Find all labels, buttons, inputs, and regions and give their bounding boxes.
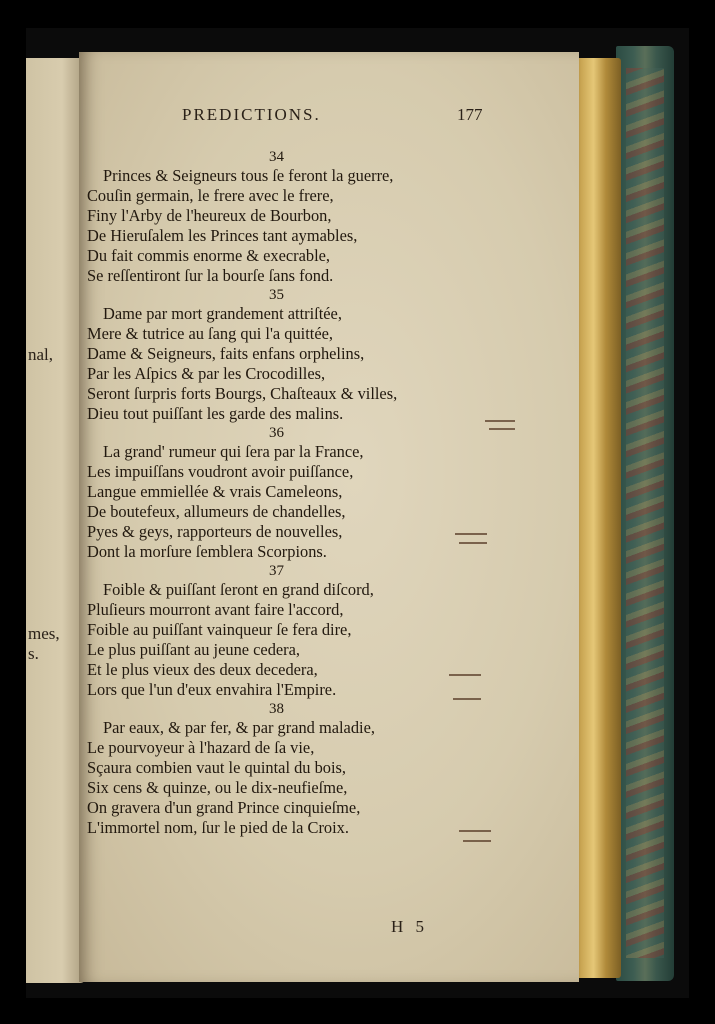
verse-line: Les impuiſſans voudront avoir puiſſance, <box>87 462 354 481</box>
stanza-35 <box>87 286 557 424</box>
verse-line: Le plus puiſſant au jeune cedera, <box>87 640 300 659</box>
verse-line: Finy l'Arby de l'heureux de Bourbon, <box>87 206 332 225</box>
marbled-endpaper <box>626 68 664 958</box>
verse-line: Pyes & geys, rapporteurs de nouvelles, <box>87 522 343 541</box>
verse-line: Six cens & quinze, ou le dix-neufieſme, <box>87 778 348 797</box>
left-page-fragment: mes, <box>28 624 60 643</box>
verse-line: De Hieruſalem les Princes tant aymables, <box>87 226 358 245</box>
stanza-37 <box>87 562 557 700</box>
verse-line: Dame & Seigneurs, faits enfans orphelins, <box>87 344 365 363</box>
verse-line: Par les Aſpics & par les Crocodilles, <box>87 364 326 383</box>
page-number: 177 <box>457 105 483 124</box>
verse-line: Se reſſentiront ſur la bourſe ſans fond. <box>87 266 334 285</box>
stanza-number: 37 <box>269 563 284 579</box>
verse-line: Mere & tutrice au ſang qui l'a quittée, <box>87 324 333 343</box>
verse-line: Par eaux, & par fer, & par grand maladie, <box>103 718 375 737</box>
verse-line: L'immortel nom, ſur le pied de la Croix. <box>87 818 349 837</box>
stanza-number: 36 <box>269 425 284 441</box>
left-page-fragment: s. <box>28 644 39 663</box>
right-page <box>79 52 579 982</box>
verse-line: Seront ſurpris forts Bourgs, Chaſteaux & villes, <box>87 384 398 403</box>
verse-line: Dont la morſure ſemblera Scorpions. <box>87 542 327 561</box>
margin-pen-mark <box>485 420 515 422</box>
verse-line: Lors que l'un d'eux envahira l'Empire. <box>87 680 337 699</box>
verse-line: Langue emmiellée & vrais Cameleons, <box>87 482 343 501</box>
verse-line: Dame par mort grandement attriſtée, <box>103 304 342 323</box>
book-photograph <box>26 28 689 998</box>
stanza-34 <box>87 148 557 286</box>
verse-line: De boutefeux, allumeurs de chandelles, <box>87 502 346 521</box>
running-head: PREDICTIONS. <box>182 105 321 124</box>
verse-line: Pluſieurs mourront avant faire l'accord, <box>87 600 344 619</box>
verse-line: Sçaura combien vaut le quintal du bois, <box>87 758 347 777</box>
left-page-fragment: nal, <box>28 345 54 364</box>
verse-line: Foible & puiſſant ſeront en grand diſcord, <box>103 580 374 599</box>
signature-mark: H 5 <box>391 917 429 936</box>
verse-line: Foible au puiſſant vainqueur ſe fera dire, <box>87 620 352 639</box>
verse-line: Couſin germain, le frere avec le frere, <box>87 186 334 205</box>
margin-pen-mark <box>489 428 515 430</box>
verse-line: Princes & Seigneurs tous ſe feront la guerre, <box>103 166 394 185</box>
verse-line: Dieu tout puiſſant les garde des malins. <box>87 404 344 423</box>
verse-line: La grand' rumeur qui ſera par la France, <box>103 442 364 461</box>
margin-pen-mark <box>449 674 481 676</box>
left-page-edge <box>26 58 86 983</box>
stanza-number: 35 <box>269 287 284 303</box>
stanza-38 <box>87 700 557 838</box>
margin-pen-mark <box>453 698 481 700</box>
margin-pen-mark <box>463 840 491 842</box>
verse-line: Du fait commis enorme & execrable, <box>87 246 331 265</box>
stanza-number: 34 <box>269 149 284 165</box>
margin-pen-mark <box>459 542 487 544</box>
stanza-number: 38 <box>269 701 284 717</box>
page-header <box>79 105 579 129</box>
verse-line: On gravera d'un grand Prince cinquieſme, <box>87 798 361 817</box>
verse-line: Le pourvoyeur à l'hazard de ſa vie, <box>87 738 315 757</box>
verse-block <box>87 148 557 838</box>
verse-line: Et le plus vieux des deux decedera, <box>87 660 318 679</box>
margin-pen-mark <box>455 533 487 535</box>
margin-pen-mark <box>459 830 491 832</box>
